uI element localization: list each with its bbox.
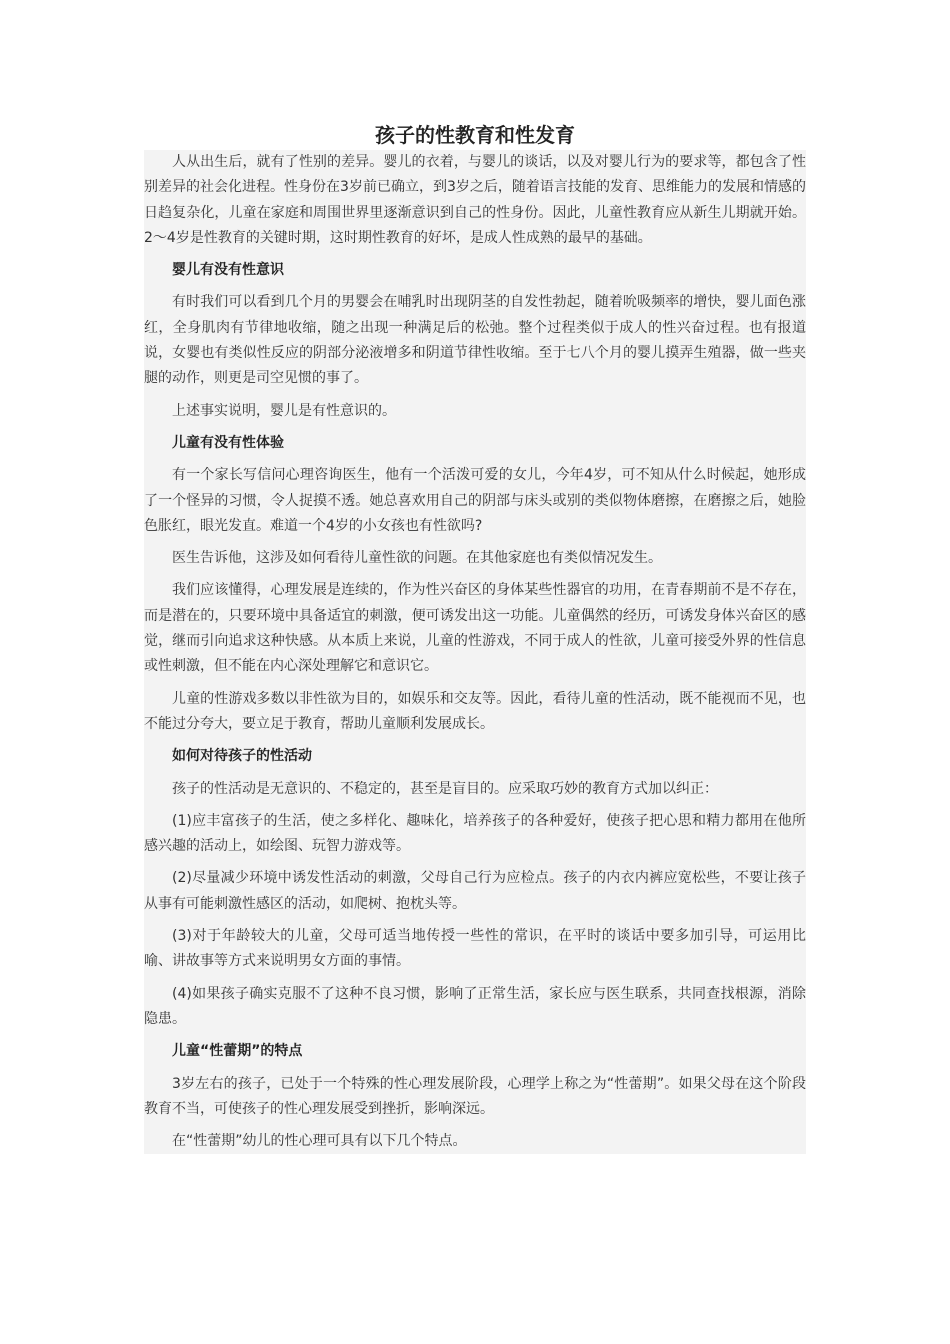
paragraph: (2)尽量减少环境中诱发性活动的刺激，父母自己行为应检点。孩子的内衣内裤应宽松些，不要让孩子从事有可能刺激性感区的活动，如爬树、抱枕头等。 [144, 870, 806, 912]
paragraph: (4)如果孩子确实克服不了这种不良习惯，影响了正常生活，家长应与医生联系，共同查找根源，消除隐患。 [144, 985, 806, 1027]
paragraph: (1)应丰富孩子的生活，使之多样化、趣味化，培养孩子的各种爱好，使孩子把心思和精力都用在他所感兴趣的活动上，如绘图、玩智力游戏等。 [144, 812, 806, 855]
section-heading: 儿童“性蕾期”的特点 [172, 1043, 303, 1060]
paragraph: 有时我们可以看到几个月的男婴会在哺乳时出现阴茎的自发性勃起，随着吮吸频率的增快，婴儿面色涨红，全身肌肉有节律地收缩，随之出现一种满足后的松弛。整个过程类似于成人的性兴奋过程。也有报道说，女婴也有类似性反应的阴部分泌液增多和阴道节律性收缩。至于七八个月的婴儿摸弄生殖器，做一些夹腿的动作，则更是司空见惯的事了。 [144, 294, 806, 387]
paragraph: 3岁左右的孩子，已处于一个特殊的性心理发展阶段，心理学上称之为“性蕾期”。如果父母在这个阶段教育不当，可使孩子的性心理发展受到挫折，影响深远。 [144, 1075, 806, 1117]
paragraph: 人从出生后，就有了性别的差异。婴儿的衣着，与婴儿的谈话，以及对婴儿行为的要求等，都包含了性别差异的社会化进程。性身份在3岁前已确立，到3岁之后，随着语言技能的发育、思维能力的发展和情感的日趋复杂化，儿童在家庭和周围世界里逐渐意识到自己的性身份。因此，儿童性教育应从新生儿期就开始。2～4岁是性教育的关键时期，这时期性教育的好坏，是成人性成熟的最早的基础。 [144, 154, 806, 246]
paragraph: 儿童的性游戏多数以非性欲为目的，如娱乐和交友等。因此，看待儿童的性活动，既不能视而不见，也不能过分夸大，要立足于教育，帮助儿童顺利发展成长。 [144, 690, 806, 732]
paragraph: 在“性蕾期”幼儿的性心理可具有以下几个特点。 [172, 1133, 467, 1150]
paragraph: 医生告诉他，这涉及如何看待儿童性欲的问题。在其他家庭也有类似情况发生。 [172, 550, 662, 567]
section-heading: 儿童有没有性体验 [172, 434, 284, 451]
section-heading: 如何对待孩子的性活动 [172, 748, 312, 765]
paragraph: (3)对于年龄较大的儿童，父母可适当地传授一些性的常识，在平时的谈话中要多加引导，可运用比喻、讲故事等方式来说明男女方面的事情。 [144, 928, 806, 970]
paragraph: 孩子的性活动是无意识的、不稳定的，甚至是盲目的。应采取巧妙的教育方式加以纠正： [172, 780, 718, 797]
paragraph: 我们应该懂得，心理发展是连续的，作为性兴奋区的身体某些性器官的功用，在青春期前不是不存在，而是潜在的，只要环境中具备适宜的刺激，便可诱发出这一功能。儿童偶然的经历，可诱发身体兴奋区的感觉，继而引向追求这种快感。从本质上来说，儿童的性游戏，不同于成人的性欲，儿童可接受外界的性信息或性刺激，但不能在内心深处理解它和意识它。 [144, 582, 806, 675]
document-body [144, 150, 806, 1154]
document-title: 孩子的性教育和性发育 [375, 123, 575, 147]
section-heading: 婴儿有没有性意识 [172, 262, 284, 279]
paragraph: 上述事实说明，婴儿是有性意识的。 [172, 402, 396, 419]
paragraph: 有一个家长写信问心理咨询医生，他有一个活泼可爱的女儿，今年4岁，可不知从什么时候起，她形成了一个怪异的习惯，令人捉摸不透。她总喜欢用自己的阴部与床头或别的类似物体磨擦，在磨擦之后，她脸色胀红，眼光发直。难道一个4岁的小女孩也有性欲吗? [144, 467, 806, 534]
